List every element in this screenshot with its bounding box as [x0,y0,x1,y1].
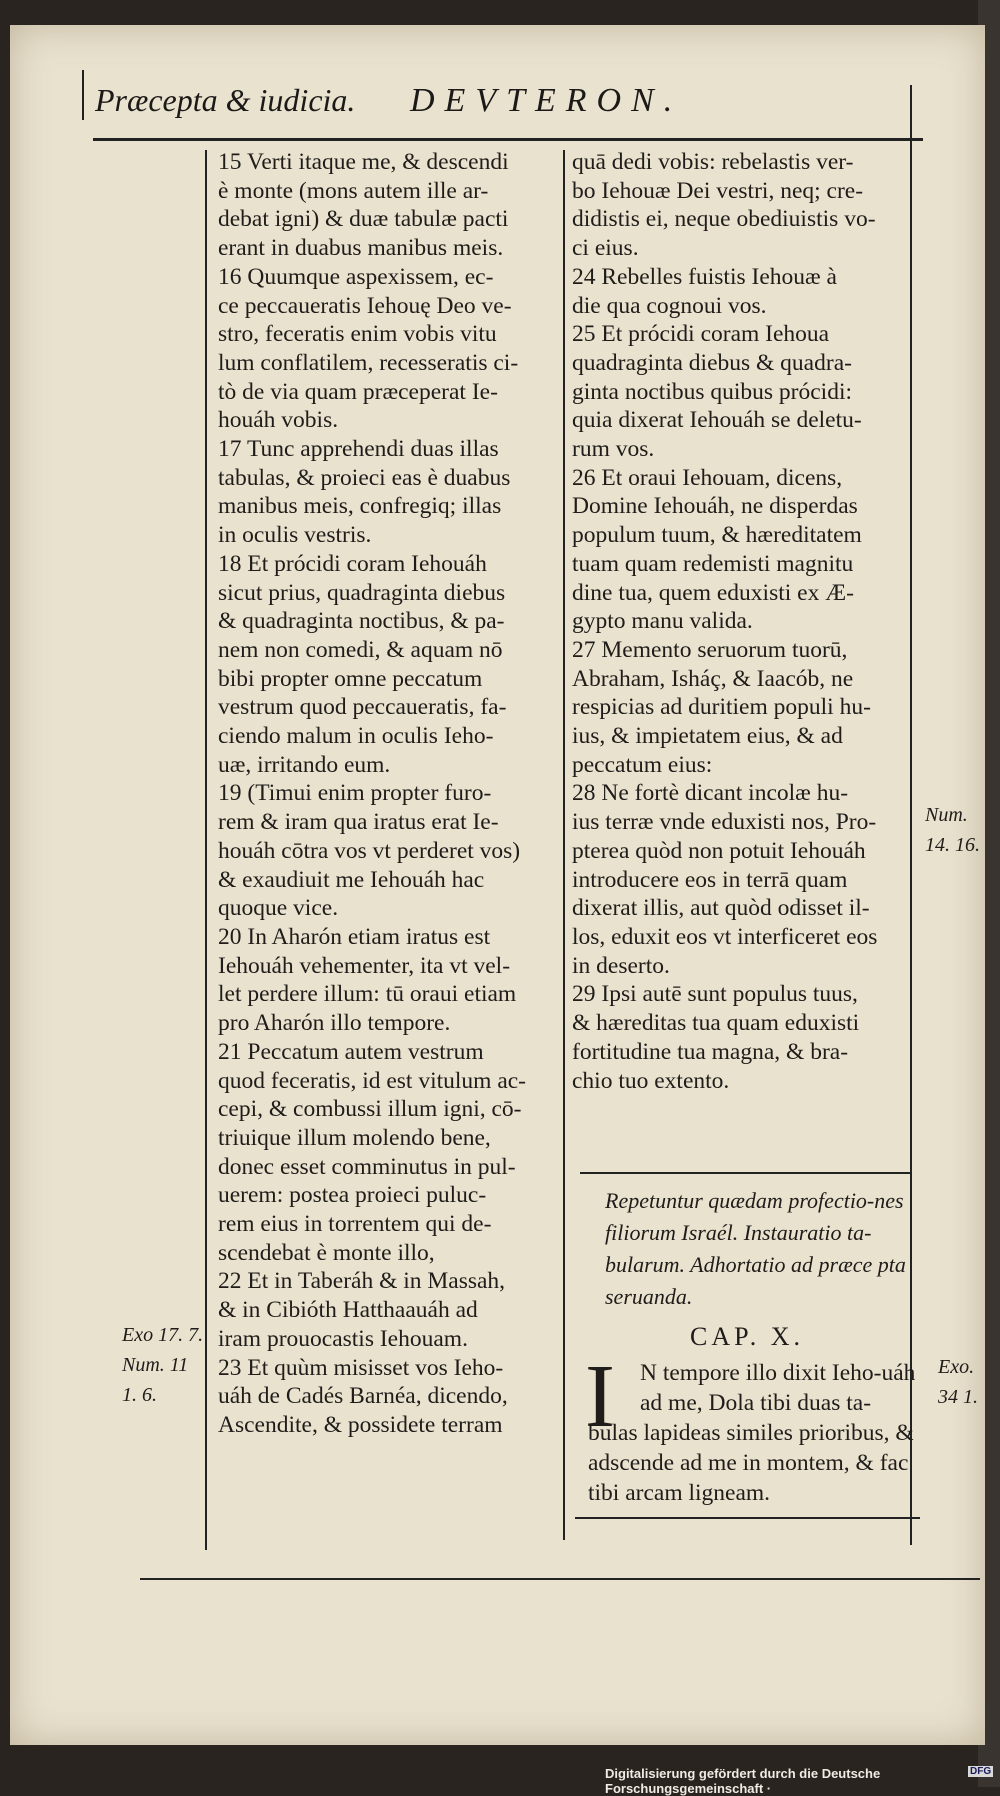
text-line: chio tuo extento. [572,1067,730,1094]
text-line: uæ, irritando eum. [218,751,391,778]
text-line: Ascendite, & possidete terram [218,1411,503,1438]
text-line: 18 Et prócidi coram Iehouáh [218,550,487,577]
chapter-continuation: bulas lapideas similes prioribus, & adscende ad me in montem, & fac tibi arcam ligneam. [588,1420,914,1506]
header-rule [93,138,923,141]
text-line: quod feceratis, id est vitulum ac- [218,1067,527,1094]
margin-note-right-num: Num. 14. 16. [925,804,980,856]
text-line: è monte (mons autem ille ar- [218,177,489,204]
text-line: Domine Iehouáh, ne disperdas [572,493,858,520]
chapter-summary: Repetuntur quædam profectio-nes filiorum Israél. Instauratio ta-bularum. Adhortatio ad præce pta seruanda. [605,1188,906,1309]
text-line: gypto manu valida. [572,608,753,635]
chapter-opening-lines: N tempore illo dixit Ieho-uáh ad me, Dola tibi duas ta- [640,1360,916,1416]
text-line: rum vos. [572,436,655,463]
digitization-credit: Digitalisierung gefördert durch die Deutsche Forschungsgemeinschaft · [605,1766,881,1796]
text-line: iram prouocastis Iehouam. [218,1325,468,1352]
text-line: 19 (Timui enim propter furo- [218,780,492,807]
margin-note-right-exo: Exo. 34 1. [938,1356,978,1408]
text-line: respicias ad duritiem populi hu- [572,694,871,721]
text-line: dixerat illis, aut quòd odisset il- [572,895,870,922]
text-line: & in Cibióth Hatthaauáh ad [218,1297,478,1324]
text-line: & quadraginta noctibus, & pa- [218,608,505,635]
text-line: quoque vice. [218,895,339,922]
text-line: houáh cōtra vos vt perderet vos) [218,837,521,864]
right-text-column [572,148,912,1095]
text-line: 20 In Aharón etiam iratus est [218,923,491,950]
text-line: ci eius. [572,235,639,262]
text-line: ce peccaueratis Iehouę Deo ve- [218,292,512,319]
text-line: dine tua, quem eduxisti ex Æ- [572,579,854,606]
text-line: let perdere illum: tū oraui etiam [218,981,517,1008]
text-line: Abraham, Isháç, & Iaacób, ne [572,665,854,692]
text-line: 25 Et prócidi coram Iehoua [572,321,830,348]
text-line: rem eius in torrentem qui de- [218,1211,492,1238]
text-line: erant in duabus manibus meis. [218,235,504,262]
text-line: quā dedi vobis: rebelastis ver- [572,149,854,175]
page-bottom-rule [140,1578,980,1580]
text-line: introducere eos in terrā quam [572,866,848,893]
text-line: 27 Memento seruorum tuorū, [572,636,848,663]
text-line: pterea quòd non potuit Iehouáh [572,837,866,864]
text-line: cepi, & combussi illum igni, cō- [218,1096,522,1123]
text-line: ius, & impietatem eius, & ad [572,723,843,750]
text-line: debat igni) & duæ tabulæ pacti [218,206,509,233]
header-left-title: Præcepta & iudicia. [95,82,356,118]
text-line: 23 Et quùm misisset vos Ieho- [218,1354,504,1381]
running-header [80,60,910,120]
text-line: ginta noctibus quibus prócidi: [572,378,853,405]
text-line: 16 Quumque aspexissem, ec- [218,263,494,290]
text-line: uerem: postea proieci puluc- [218,1182,487,1209]
text-line: bo Iehouæ Dei vestri, neq; cre- [572,177,864,204]
text-line: peccatum eius: [572,751,713,778]
text-line: vestrum quod peccaueratis, fa- [218,694,507,721]
header-book-title: DEVTERON. [410,82,683,119]
column-divider-rule [563,150,565,1540]
text-line: ius terræ vnde eduxisti nos, Pro- [572,809,877,836]
text-line: bibi propter omne peccatum [218,665,483,692]
text-line: & exaudiuit me Iehouáh hac [218,866,485,893]
text-line: triuique illum molendo bene, [218,1124,491,1151]
text-line: in deserto. [572,952,670,979]
left-text-column [218,148,558,1440]
text-line: in oculis vestris. [218,522,372,549]
text-line: 17 Tunc apprehendi duas illas [218,436,499,463]
text-line: scendebat è monte illo, [218,1239,435,1266]
text-line: sicut prius, quadraginta diebus [218,579,506,606]
text-line: tabulas, & proieci eas è duabus [218,464,511,491]
text-line: fortitudine tua magna, & bra- [572,1038,849,1065]
left-vertical-rule [82,70,84,120]
text-line: pro Aharón illo tempore. [218,1010,451,1037]
text-line: populum tuum, & hæreditatem [572,522,862,549]
text-line: stro, feceratis enim vobis vitu [218,321,497,348]
text-line: 24 Rebelles fuistis Iehouæ à [572,263,837,290]
text-line: 21 Peccatum autem vestrum [218,1038,484,1065]
text-line: 29 Ipsi autē sunt populus tuus, [572,981,858,1008]
text-line: donec esset comminutus in pul- [218,1153,516,1180]
chapter-bottom-rule [575,1517,920,1519]
summary-rule [580,1172,910,1174]
text-line: los, eduxit eos vt interficeret eos [572,923,878,950]
text-line: quia dixerat Iehouáh se deletu- [572,407,862,434]
text-line: didistis ei, neque obediuistis vo- [572,206,876,233]
text-line: tò de via quam præceperat Ie- [218,378,498,405]
text-line: ciendo malum in oculis Ieho- [218,723,494,750]
text-line: rem & iram qua iratus erat Ie- [218,809,499,836]
text-line: uáh de Cadés Barnéa, dicendo, [218,1383,508,1410]
text-line: manibus meis, confregiq; illas [218,493,502,520]
text-line: tuam quam redemisti magnitu [572,550,854,577]
drop-cap: I [585,1347,615,1446]
text-line: 22 Et in Taberáh & in Massah, [218,1268,506,1295]
text-line: die qua cognoui vos. [572,292,767,319]
chapter-title: CAP. X. [690,1322,804,1351]
text-line: 28 Ne fortè dicant incolæ hu- [572,780,849,807]
text-line: lum conflatilem, recesseratis ci- [218,349,519,376]
text-line: 26 Et oraui Iehouam, dicens, [572,464,843,491]
text-line: Iehouáh vehementer, ita vt vel- [218,952,511,979]
text-line: & hæreditas tua quam eduxisti [572,1010,860,1037]
dfg-logo: DFG [970,1766,992,1777]
text-line: quadraginta diebus & quadra- [572,349,852,376]
text-line: houáh vobis. [218,407,339,434]
text-line: 15 Verti itaque me, & descendi [218,149,509,175]
margin-note-left-exo: Exo 17. 7. Num. 11 1. 6. [122,1324,204,1406]
text-line: nem non comedi, & aquam nō [218,636,503,663]
